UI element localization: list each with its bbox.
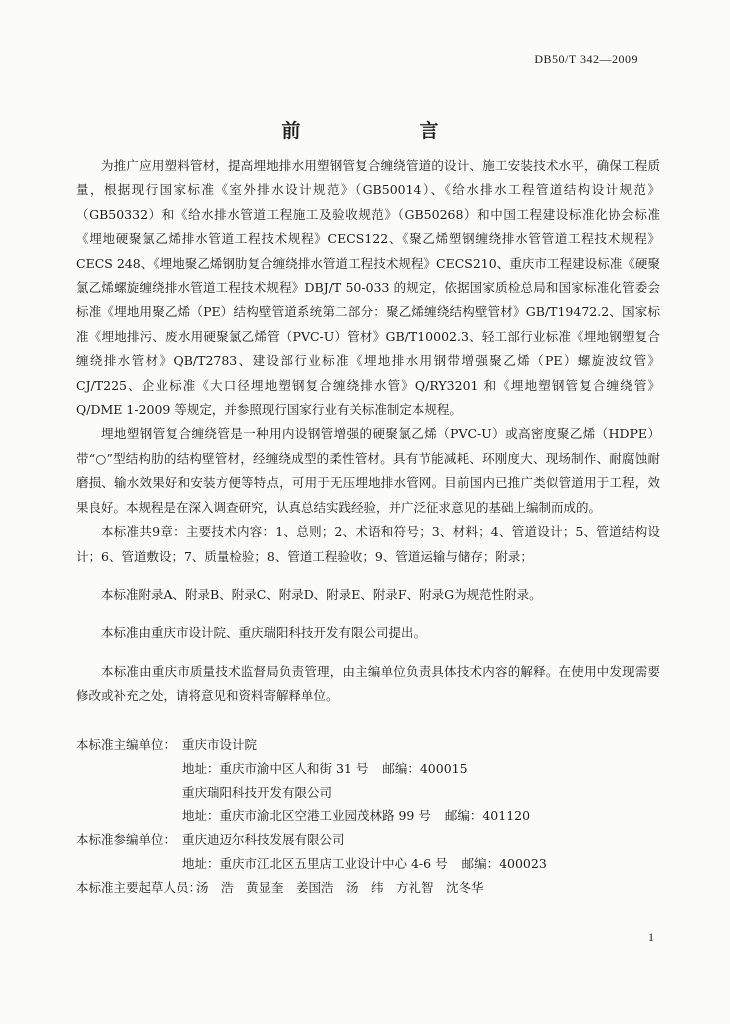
- postcode: 邮编：401120: [444, 808, 531, 824]
- address: 地址：重庆市江北区五里店工业设计中心 4-6 号: [182, 855, 448, 871]
- drafters-row: [76, 876, 660, 900]
- address: 地址：重庆市渝北区空港工业园茂林路 99 号: [182, 808, 431, 824]
- chief-org2-address-row: [76, 804, 660, 828]
- paragraph: 本标准由重庆市质量技术监督局负责管理，由主编单位负责具体技术内容的解释。在使用中发现需要修改或补充之处，请将意见和资料寄解释单位。: [76, 663, 660, 704]
- drafters-names: 汤 浩 黄显奎 姜国浩 汤 纬 方礼智 沈冬华: [196, 879, 484, 895]
- chief-editor-row: [76, 733, 660, 757]
- page-number: 1: [648, 930, 654, 944]
- page-title: 前 言: [281, 120, 489, 142]
- participant-address-row: [76, 852, 660, 876]
- foreword-body: [76, 154, 660, 709]
- paragraph: 埋地塑钢管复合缠绕管是一种用内设钢管增强的硬聚氯乙烯（PVC-U）或高密度聚乙烯（HDPE）带“○”型结构肋的结构壁管材，经缠绕成型的柔性管材。具有节能减耗、环刚度大、现场制作、耐腐蚀耐磨损、输水效果好和安装方便等特点，可用于无压埋地排水管网。目前国内已推广类似管道用于工程，效果良好。本规程是在深入调查研究，认真总结实践经验，并广泛征求意见的基础上编制而成的。: [76, 426, 660, 515]
- address: 地址：重庆市渝中区人和街 31 号: [182, 760, 369, 776]
- standard-code: DB50/T 342—2009: [534, 52, 638, 66]
- participant-org: 重庆迪迈尔科技发展有限公司: [182, 832, 345, 848]
- editors-block: [76, 733, 660, 900]
- chief-org1-address-row: [76, 757, 660, 781]
- chief-editor-org: 重庆市设计院: [182, 737, 258, 752]
- participant-label: 本标准参编单位：: [76, 832, 177, 848]
- paragraph: 为推广应用塑料管材，提高埋地排水用塑钢管复合缠绕管道的设计、施工安装技术水平，确保工程质量，根据现行国家标准《室外排水设计规范》（GB50014）、《给水排水工程管道结构设计规范》（GB50332）和《给水排水管道工程施工及验收规范》（GB50268）和中国工程建设标准化协会标准《埋地硬聚氯乙烯排水管道工程技术规程》CECS122、《聚乙烯塑钢缠绕排水管管道工程技术规程》CECS 248、《埋地聚乙烯钢肋复合缠绕排水管道工程技术规程》CECS210、重庆市工程建设标准《硬聚氯乙烯螺旋缠绕排水管道工程技术规程》DBJ/T 50-033 的规定，依据国家质检总局和国家标准化管委会标准《埋地用聚乙烯（PE）结构壁管道系统第二部分：聚乙烯缠绕结构壁管材》GB/T19472.2、国家标准《埋地排污、废水用硬聚氯乙烯管（PVC-U）管材》GB/T10002.3、轻工部行业标准《埋地钢塑复合缠绕排水管材》QB/T2783、建设部行业标准《埋地排水用钢带增强聚乙烯（PE）螺旋波纹管》CJ/T225、企业标准《大口径埋地塑钢复合缠绕排水管》Q/RY3201 和《埋地塑钢管复合缠绕管》Q/DME 1-2009 等规定，并参照现行国家行业有关标准制定本规程。: [76, 158, 660, 418]
- chief-editor-org: 重庆瑞阳科技开发有限公司: [182, 784, 333, 800]
- postcode: 邮编：400023: [461, 855, 547, 871]
- chief-org2-row: [76, 781, 660, 805]
- paragraph: 本标准共9章：主要技术内容：1、总则；2、术语和符号；3、材料；4、管道设计；5、管道结构设计；6、管道敷设；7、质量检验；8、管道工程验收；9、管道运输与储存；附录；: [76, 524, 660, 564]
- chief-editor-label: 本标准主编单位：: [76, 737, 177, 752]
- participant-row: [76, 828, 660, 852]
- paragraph: 本标准由重庆市设计院、重庆瑞阳科技开发有限公司提出。: [101, 625, 427, 641]
- paragraph: 本标准附录A、附录B、附录C、附录D、附录E、附录F、附录G为规范性附录。: [101, 586, 542, 602]
- drafters-label: 本标准主要起草人员：: [76, 879, 202, 895]
- postcode: 邮编：400015: [382, 760, 468, 776]
